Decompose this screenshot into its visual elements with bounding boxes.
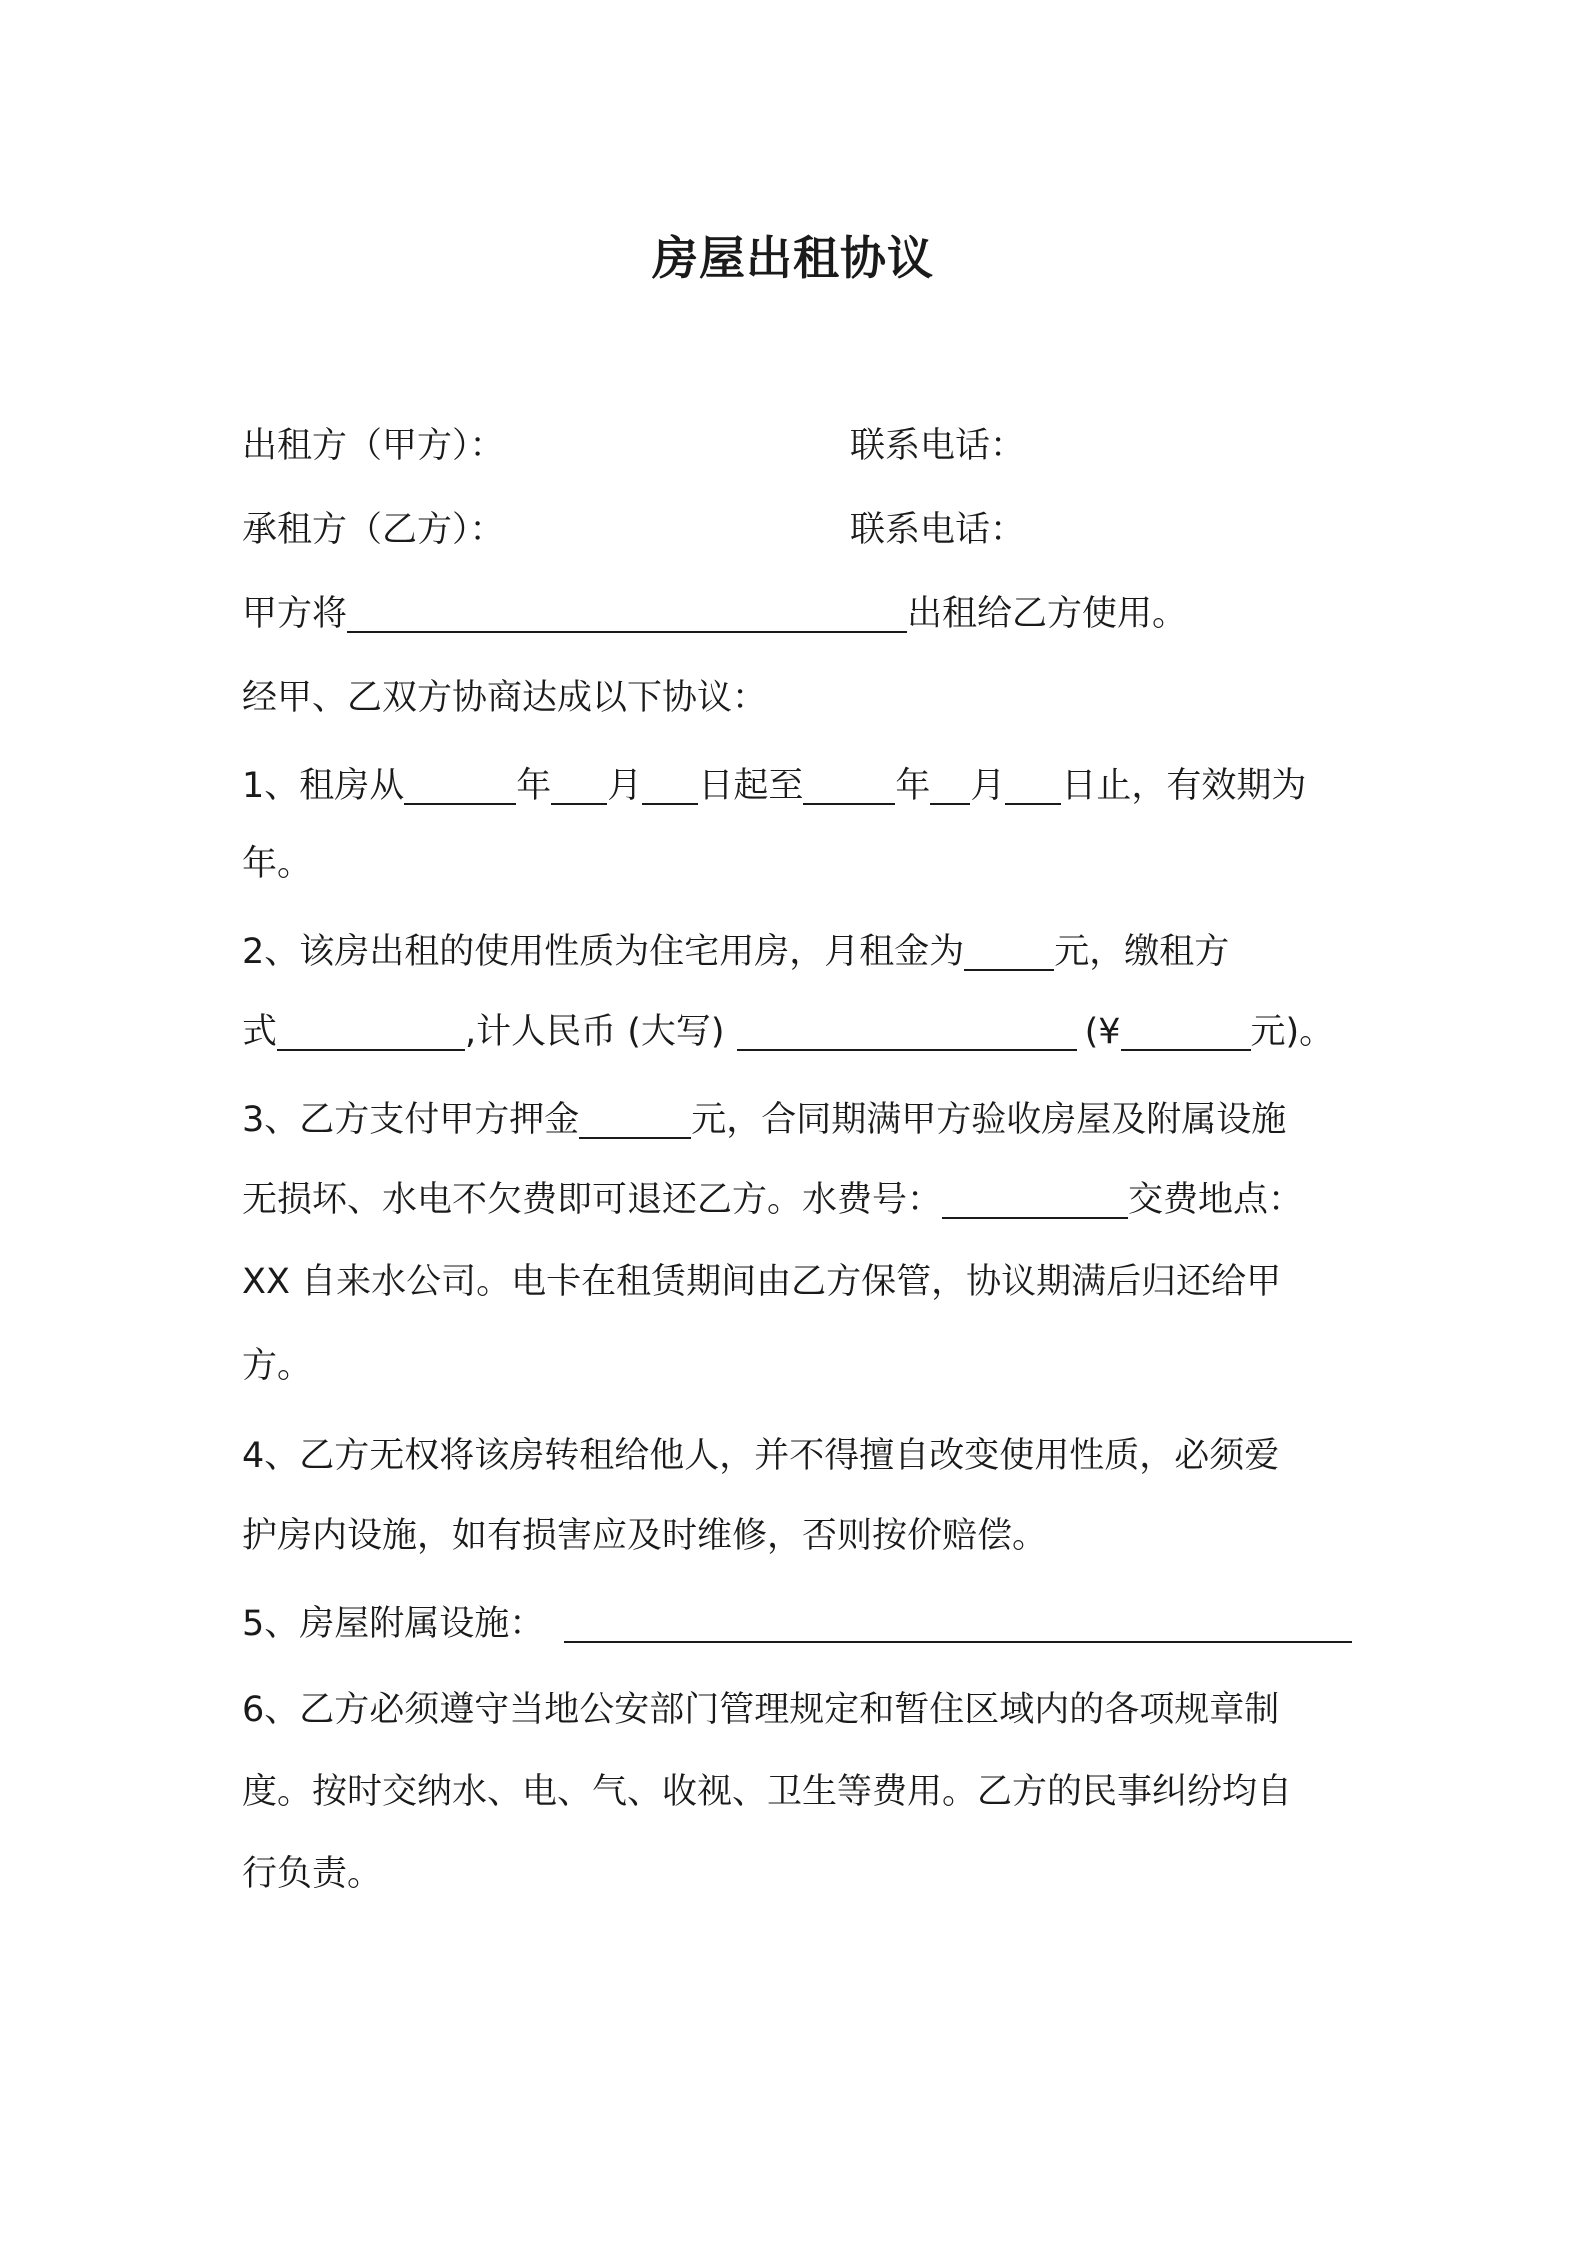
clause-6-line-1: 6、乙方必须遵守当地公安部门管理规定和暂住区域内的各项规章制	[242, 1690, 1280, 1730]
day-end-label: 日止，有效期为	[1061, 766, 1307, 806]
clause-3-text: 3、乙方支付甲方押金	[242, 1100, 580, 1140]
property-address-blank[interactable]	[347, 593, 907, 633]
clause-2-line-1	[242, 930, 1229, 974]
deposit-blank[interactable]	[579, 1099, 691, 1139]
clause-1-line-1	[242, 764, 1306, 808]
end-month-blank[interactable]	[930, 765, 970, 805]
lessee-label: 承租方（乙方）：	[242, 510, 505, 550]
year-label: 年	[516, 766, 552, 806]
document-title: 房屋出租协议	[652, 231, 934, 285]
clause-2-line-2	[242, 1010, 1334, 1054]
day-start-label: 日起至	[698, 766, 804, 806]
clause-5-text: 5、房屋附属设施：	[242, 1604, 545, 1644]
clause-3-line-3: XX 自来水公司。电卡在租赁期间由乙方保管，协议期满后归还给甲	[242, 1262, 1282, 1302]
clause-6-line-3: 行负责。	[242, 1854, 383, 1894]
yuan-close-label: 元)。	[1250, 1012, 1335, 1052]
lessor-label: 出租方（甲方）：	[242, 426, 505, 466]
clause-5-line	[242, 1602, 1352, 1646]
clause-3-line-2	[242, 1178, 1303, 1222]
end-day-blank[interactable]	[1005, 765, 1061, 805]
month-label: 月	[607, 766, 643, 806]
amount-uppercase-blank[interactable]	[737, 1011, 1077, 1051]
yen-label: (¥	[1084, 1012, 1121, 1052]
rmb-label: ,计人民币 (大写)	[465, 1012, 725, 1052]
clause-6-line-2: 度。按时交纳水、电、气、收视、卫生等费用。乙方的民事纠纷均自	[242, 1772, 1293, 1812]
start-day-blank[interactable]	[642, 765, 698, 805]
clause-4-line-1: 4、乙方无权将该房转租给他人，并不得擅自改变使用性质，必须爱	[242, 1436, 1280, 1476]
monthly-rent-blank[interactable]	[964, 931, 1054, 971]
intro-rent-to-b: 出租给乙方使用。	[907, 594, 1188, 634]
end-year-blank[interactable]	[803, 765, 895, 805]
yuan-label: 元，缴租方	[1054, 932, 1230, 972]
clause-3-water-label: 无损坏、水电不欠费即可退还乙方。水费号：	[242, 1180, 943, 1220]
clause-3-line-1	[242, 1098, 1286, 1142]
payment-location-label: 交费地点：	[1128, 1180, 1304, 1220]
facilities-blank[interactable]	[564, 1603, 1352, 1643]
payment-method-blank[interactable]	[277, 1011, 465, 1051]
start-year-blank[interactable]	[404, 765, 516, 805]
agreement-line: 经甲、乙双方协商达成以下协议：	[242, 678, 768, 718]
clause-3-line-4: 方。	[242, 1346, 313, 1386]
lessee-phone-label: 联系电话：	[850, 510, 1026, 550]
start-month-blank[interactable]	[551, 765, 607, 805]
clause-3-text-b: 元，合同期满甲方验收房屋及附属设施	[691, 1100, 1287, 1140]
lessor-phone-label: 联系电话：	[850, 426, 1026, 466]
intro-line	[242, 592, 1187, 636]
clause-4-line-2: 护房内设施，如有损害应及时维修，否则按价赔偿。	[242, 1516, 1048, 1556]
clause-1-text: 1、租房从	[242, 766, 405, 806]
clause-1-line-2: 年。	[242, 844, 313, 884]
amount-number-blank[interactable]	[1121, 1011, 1251, 1051]
shi-label: 式	[242, 1012, 278, 1052]
month-label: 月	[970, 766, 1006, 806]
water-account-blank[interactable]	[942, 1179, 1128, 1219]
year-label: 年	[895, 766, 931, 806]
clause-2-text: 2、该房出租的使用性质为住宅用房，月租金为	[242, 932, 965, 972]
intro-a-will: 甲方将	[242, 594, 348, 634]
